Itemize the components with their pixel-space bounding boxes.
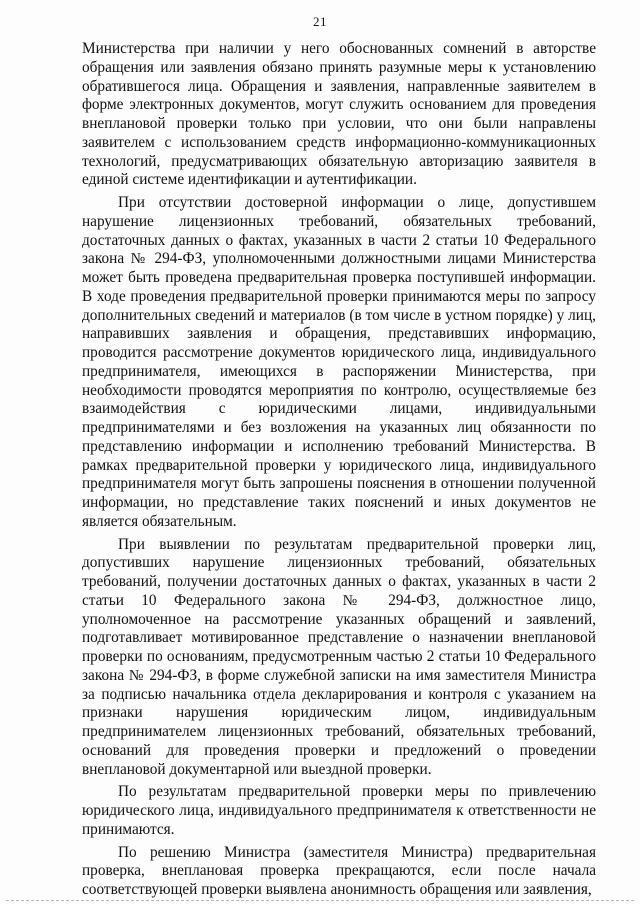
paragraph-continuation: Министерства при наличии у него обоснованных сомнений в авторстве обращения или заявления обязано принять разумные меры к установлению обратившегося лица. Обращения и заявления, направленные заявителем в форме электронных документов, могут служить основанием для проведения внеплановой проверки только при условии, что они были направлены заявителем с использованием средств информационно-коммуникационных технологий, предусматривающих обязательную авторизацию заявителя в единой системе идентификации и аутентификации.	[82, 40, 596, 189]
paragraph-detection-results: При выявлении по результатам предварительной проверки лиц, допустивших нарушение лицензионных требований, обязательных требований, получении достаточных данных о фактах, указанных в части 2 статьи 10 Федерального закона № 294-ФЗ, должностное лицо, уполномоченное на рассмотрение указанных обращений и заявлений, подготавливает мотивированное представление о назначении внеплановой проверки по основаниям, предусмотренным частью 2 статьи 10 Федерального закона № 294-ФЗ, в форме служебной записки на имя заместителя Министра за подписью начальника отдела декларирования и контроля с указанием на признаки нарушения юридическим лицом, индивидуальным предпринимателем лицензионных требований, обязательных требований, оснований для проведения проверки и предложений о проведении внеплановой документарной или выездной проверки.	[82, 535, 596, 778]
page-number: 21	[313, 14, 327, 29]
scan-bottom-edge	[6, 900, 634, 901]
paragraph-termination: По решению Министра (заместителя Министра) предварительная проверка, внеплановая проверка прекращаются, если после начала соответствующей проверки выявлена анонимность обращения или заявления,	[82, 843, 596, 898]
paragraph-no-liability: По результатам предварительной проверки меры по привлечению юридического лица, индивидуального предпринимателя к ответственности не принимаются.	[82, 783, 596, 838]
paragraph-preliminary-check: При отсутствии достоверной информации о лице, допустившем нарушение лицензионных требований, обязательных требований, достаточных данных о фактах, указанных в части 2 статьи 10 Федерального закона № 294-ФЗ, уполномоченными должностными лицами Министерства может быть проведена предварительная проверка поступившей информации. В ходе проведения предварительной проверки принимаются меры по запросу дополнительных сведений и материалов (в том числе в устном порядке) у лиц, направивших заявления и обращения, представивших информацию, проводится рассмотрение документов юридического лица, индивидуального предпринимателя, имеющихся в распоряжении Министерства, при необходимости проводятся мероприятия по контролю, осуществляемые без взаимодействия с юридическими лицами, индивидуальными предпринимателями и без возложения на указанных лиц обязанности по представлению информации и исполнению требований Министерства. В рамках предварительной проверки у юридического лица, индивидуального предпринимателя могут быть запрошены пояснения в отношении полученной информации, но представление таких пояснений и иных документов не является обязательным.	[82, 194, 596, 530]
document-body	[82, 40, 596, 904]
